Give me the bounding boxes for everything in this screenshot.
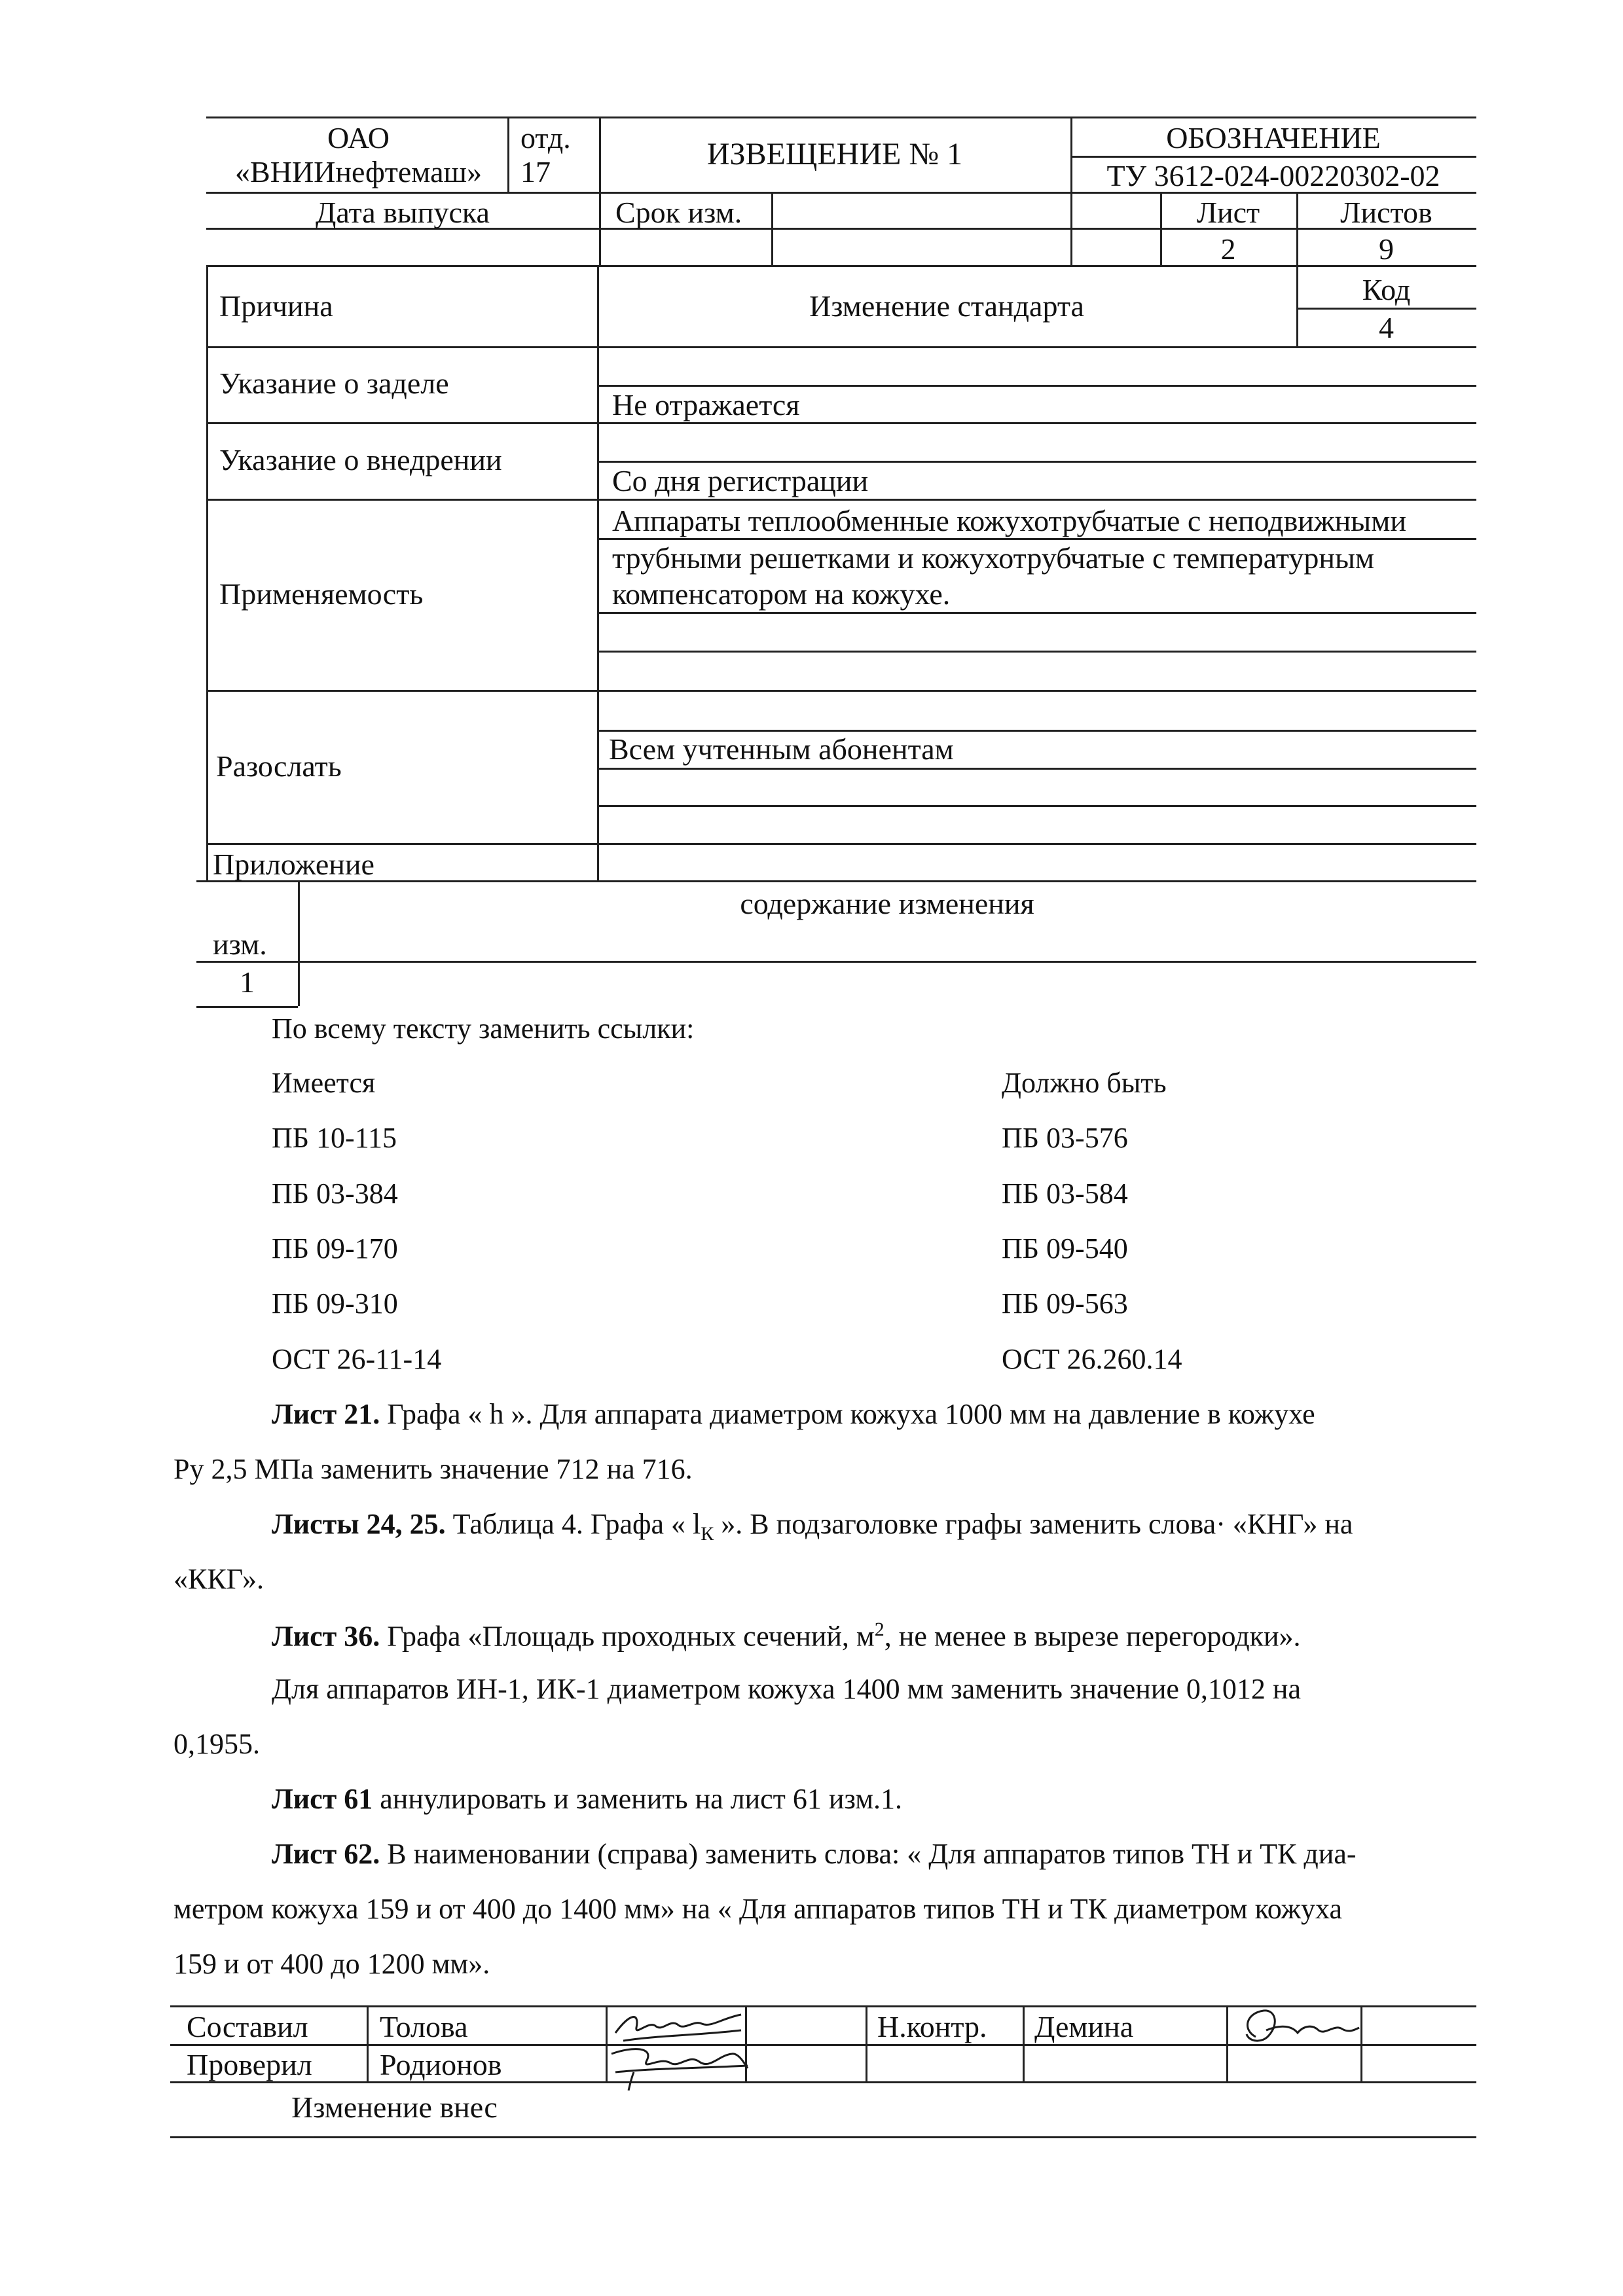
term-divider (771, 192, 773, 265)
norm-control-name: Демина (1034, 2010, 1134, 2043)
sheet-value: 2 (1220, 232, 1236, 266)
paragraph-sheet-62-line-1 (272, 1840, 1357, 1869)
applicability-rule-3 (597, 651, 1476, 653)
paragraph-sheet-62-line-3: 159 и от 400 до 1200 мм». (173, 1948, 490, 1980)
paragraph-sheet-21-line-1 (272, 1400, 1315, 1429)
sheets-24-25-text-b: ». В подзаголовке графы заменить слова· «КНГ» на (714, 1508, 1353, 1540)
paragraph-in-ik-line-1: Для аппаратов ИН-1, ИК-1 диаметром кожуха 1400 мм заменить значение 0,1012 на (272, 1673, 1301, 1705)
applicability-label: Применяемость (219, 577, 424, 611)
distribute-value: Всем учтенным абонентам (609, 732, 954, 766)
dept-label: отд. (520, 121, 571, 154)
paragraph-sheet-61 (272, 1785, 902, 1814)
paragraph-sheet-36 (272, 1620, 1301, 1651)
distribute-label: Разослать (216, 749, 342, 783)
appendix-label: Приложение (213, 848, 374, 881)
applicability-line-1: Аппараты теплообменные кожухотрубчатые с неподвижными (612, 504, 1406, 537)
org-dept-divider (507, 117, 509, 192)
replacement-should-5: ОСТ 26.260.14 (1002, 1343, 1182, 1375)
replacement-have-2: ПБ 03-384 (272, 1177, 398, 1210)
distribute-rule-2 (597, 768, 1476, 770)
implementation-value: Со дня регистрации (612, 464, 869, 497)
paragraph-sheets-24-25-line-1 (272, 1510, 1353, 1544)
implementation-rule-1 (597, 461, 1476, 463)
dept-value: 17 (520, 155, 551, 188)
norm-control-label: Н.контр. (877, 2010, 987, 2043)
content-label: содержание изменения (740, 887, 1034, 920)
sheet-62-text: В наименовании (справа) заменить слова: « Для аппаратов типов ТН и ТК диа- (380, 1838, 1357, 1870)
form-label-divider (597, 265, 599, 880)
designation-label: ОБОЗНАЧЕНИЕ (1166, 121, 1381, 154)
checked-label: Проверил (187, 2048, 312, 2081)
sheets-value: 9 (1379, 232, 1394, 266)
replacement-should-4: ПБ 09-563 (1002, 1287, 1128, 1319)
sheet-36-superscript: 2 (874, 1619, 884, 1640)
intro-line: По всему тексту заменить ссылки: (272, 1013, 695, 1045)
checked-name: Родионов (380, 2048, 502, 2081)
sheet-21-ref: Лист 21. (272, 1398, 380, 1430)
paragraph-sheet-62-line-2: метром кожуха 159 и от 400 до 1400 мм» на « Для аппаратов типов ТН и ТК диаметром кожуха (173, 1893, 1343, 1925)
sheet-21-text: Графа « h ». Для аппарата диаметром кожуха 1000 мм на давление в кожухе (380, 1398, 1315, 1430)
form-left-border (206, 265, 208, 880)
replacement-have-4: ПБ 09-310 (272, 1287, 398, 1319)
sheets-24-25-subscript: К (701, 1522, 714, 1545)
backlog-rule-2 (206, 422, 1476, 424)
compiled-label: Составил (187, 2010, 308, 2043)
change-no-bottom-rule (196, 1006, 298, 1008)
notice-title: ИЗВЕЩЕНИЕ № 1 (706, 137, 963, 171)
change-no-value: 1 (240, 965, 255, 999)
change-no-label: изм. (213, 927, 267, 961)
footer-col-7 (1360, 2005, 1362, 2081)
distribute-rule-1 (597, 730, 1476, 732)
sheet-62-ref: Лист 62. (272, 1838, 380, 1870)
checked-signature (608, 2042, 752, 2094)
backlog-label: Указание о заделе (219, 367, 449, 400)
replacement-should-2: ПБ 03-584 (1002, 1177, 1128, 1210)
footer-col-6 (1226, 2005, 1228, 2081)
norm-control-signature (1230, 2004, 1360, 2050)
sheet-36-text-a: Графа «Площадь проходных сечений, м (380, 1620, 875, 1653)
entered-by-label: Изменение внес (291, 2090, 498, 2124)
paragraph-sheet-21-line-2: Ру 2,5 МПа заменить значение 712 на 716. (173, 1453, 693, 1485)
paragraph-in-ik-line-2: 0,1955. (173, 1728, 260, 1760)
org-line-1: ОАО (327, 121, 390, 154)
replacement-have-3: ПБ 09-170 (272, 1232, 398, 1265)
org-line-2: «ВНИИнефтемаш» (235, 155, 482, 188)
footer-rule-3 (170, 2081, 1476, 2083)
distribute-bottom-rule (206, 843, 1476, 845)
distribute-rule-3 (597, 805, 1476, 807)
footer-col-1 (367, 2005, 369, 2081)
backlog-rule-1 (597, 385, 1476, 387)
designation-rule (1070, 156, 1476, 158)
reason-value: Изменение стандарта (809, 289, 1084, 323)
code-value: 4 (1379, 311, 1394, 344)
sheets-24-25-text-a: Таблица 4. Графа « l (445, 1508, 701, 1540)
applicability-bottom-rule (206, 690, 1476, 692)
header-top-rule (206, 117, 1476, 118)
applicability-rule-2 (597, 612, 1476, 614)
sheet-label: Лист (1196, 196, 1260, 229)
content-header-rule (196, 961, 1476, 963)
applicability-line-2: трубными решетками и кожухотрубчатые с температурным (612, 541, 1374, 575)
sheet-61-text: аннулировать и заменить на лист 61 изм.1. (373, 1783, 903, 1815)
replacement-should-3: ПБ 09-540 (1002, 1232, 1128, 1265)
reason-bottom-rule (206, 346, 1476, 348)
sheet-36-ref: Лист 36. (272, 1620, 380, 1653)
applicability-rule-1 (597, 538, 1476, 540)
change-term-label: Срок изм. (615, 196, 742, 229)
reason-label: Причина (219, 289, 333, 323)
replacement-have-5: ОСТ 26-11-14 (272, 1343, 442, 1375)
code-mid-rule (1296, 308, 1476, 310)
sheet-61-ref: Лист 61 (272, 1783, 373, 1815)
sheets-24-25-ref: Листы 24, 25. (272, 1508, 446, 1540)
compiled-signature (610, 2007, 748, 2046)
column-should-header: Должно быть (1002, 1067, 1167, 1099)
replacement-have-1: ПБ 10-115 (272, 1122, 397, 1154)
footer-bottom-rule (170, 2136, 1476, 2138)
appendix-bottom-rule (196, 880, 1476, 882)
column-have-header: Имеется (272, 1067, 376, 1099)
paragraph-sheets-24-25-line-2: «ККГ». (173, 1563, 264, 1595)
implementation-rule-2 (206, 499, 1476, 501)
code-label: Код (1362, 273, 1411, 306)
applicability-line-3: компенсатором на кожухе. (612, 577, 951, 611)
sheet-36-text-b: , не менее в вырезе перегородки». (884, 1620, 1301, 1653)
sheets-label: Листов (1340, 196, 1432, 229)
replacement-should-1: ПБ 03-576 (1002, 1122, 1128, 1154)
issue-date-label: Дата выпуска (316, 196, 490, 229)
designation-value: ТУ 3612-024-00220302-02 (1106, 159, 1440, 192)
backlog-value: Не отражается (612, 388, 800, 422)
implementation-label: Указание о внедрении (219, 443, 502, 476)
footer-col-5 (1023, 2005, 1025, 2081)
footer-col-4 (866, 2005, 867, 2081)
header-rule-4 (206, 265, 1476, 267)
compiled-name: Толова (380, 2010, 468, 2043)
